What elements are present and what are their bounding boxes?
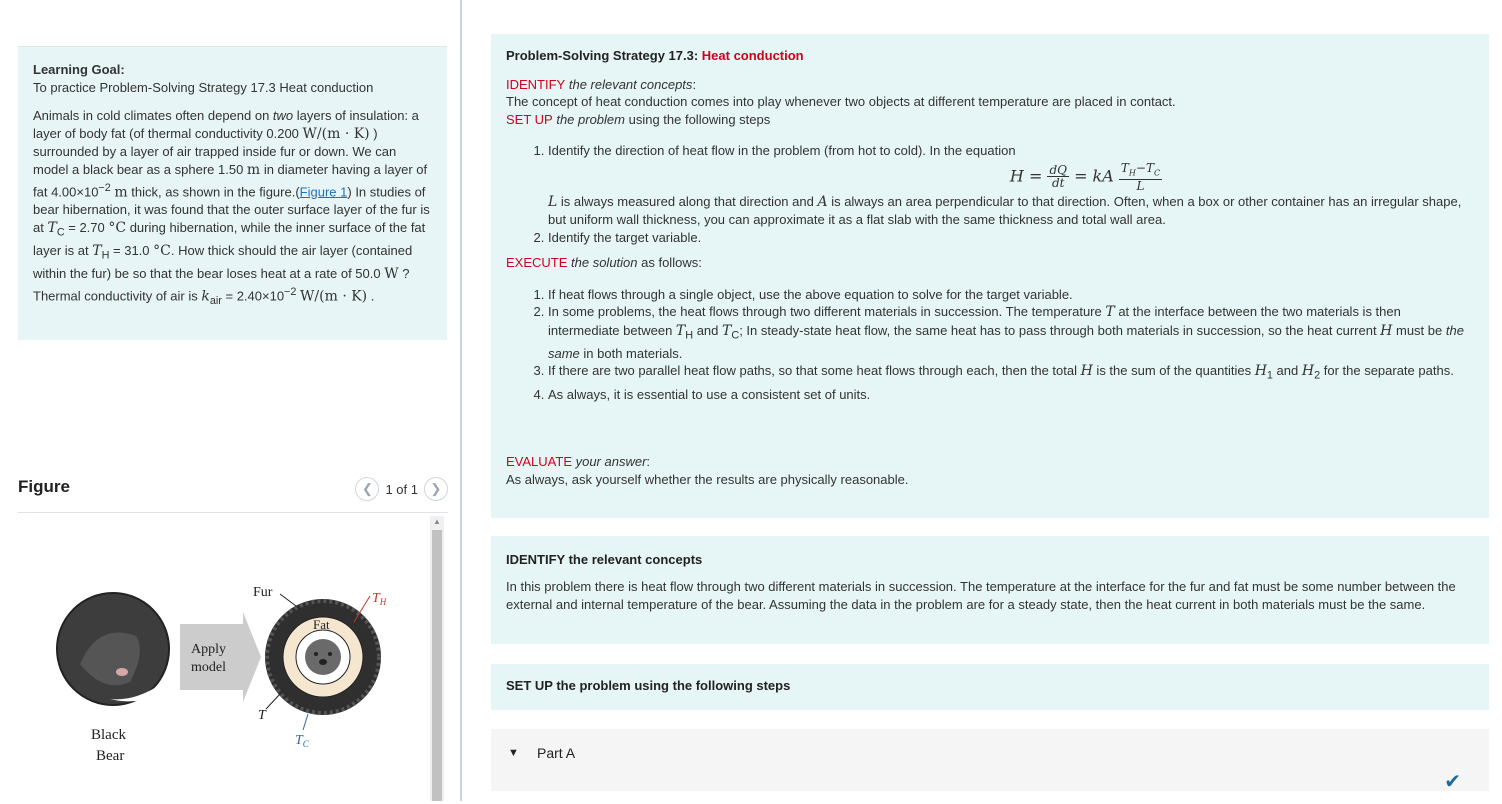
column-divider: [460, 0, 462, 801]
identify-text: The concept of heat conduction comes into play whenever two objects at different temperature are placed in contact.: [506, 94, 1176, 109]
setup-step-1: 1. Identify the direction of heat flow in the problem (from hot to cold). In the equation H = $\frac{dQ}{dt}$ = kA $\frac{T_H-T_C}{L}$ L is always measured along that direction and A is always an area perpendicular to that direction. Often, when a box or other container has an irregular shape, but uniform wall thickness, you can approximate it as a flat slab with the same thickness and total wall area.: [548, 142, 1474, 229]
black-label: Black: [91, 727, 126, 743]
part-a-label[interactable]: Part A: [537, 745, 576, 761]
identify-panel-title: IDENTIFY the relevant concepts: [506, 552, 703, 567]
evaluate-text: As always, ask yourself whether the results are physically reasonable.: [506, 471, 909, 487]
left-column: [0, 0, 460, 801]
caret-down-icon[interactable]: ▼: [508, 747, 519, 759]
execute-step-3: 3. If there are two parallel heat flow paths, so that some heat flows through each, then the total H is the sum of the quantities $H_1$ and $H_2$ for the separate paths.: [548, 362, 1474, 385]
tc-label: $T_C$: [295, 733, 309, 749]
figure-pager: [355, 477, 448, 501]
figure-scrollbar[interactable]: [430, 516, 444, 801]
figure-header: [18, 474, 448, 510]
heat-equation: H = $\frac{dQ}{dt}$ = kA $\frac{T_H-T_C}{L}$: [1009, 160, 1161, 193]
setup-heading: SET UP the problem using the following steps: [506, 111, 771, 127]
execute-step-4: 4. As always, it is essential to use a consistent set of units.: [548, 386, 1474, 404]
figure-divider: [18, 512, 448, 513]
scroll-thumb[interactable]: [432, 530, 442, 801]
right-column: [491, 0, 1489, 801]
checkmark-icon: ✔: [1444, 771, 1461, 793]
identify-heading: IDENTIFY the relevant concepts:: [506, 76, 697, 92]
evaluate-heading: EVALUATE your answer:: [506, 454, 651, 470]
bear-nose: [116, 668, 128, 676]
setup-steps: [506, 142, 1474, 246]
fat-label: Fat: [313, 617, 330, 632]
bear-label: Bear: [96, 748, 125, 764]
figure-image: [18, 514, 428, 801]
apply-label: Apply: [191, 642, 226, 657]
scroll-up-arrow-icon[interactable]: ▲: [433, 517, 441, 526]
execute-steps: [506, 286, 1474, 403]
learning-goal-box: [18, 46, 447, 340]
bear-diagram: [18, 514, 428, 801]
chevron-right-icon: ❯: [430, 481, 442, 496]
identify-panel-text: In this problem there is heat flow through two different materials in succession. The temperature at the interface for the fur and fat must be some number between the external and internal temperature of the bear. Assuming the data in the problem are for a steady state, then the heat current in both materials must be the same.: [506, 579, 1456, 612]
execute-step-2: 2. In some problems, the heat flows through two different materials in succession. The temperature T at the interface between the two materials is then intermediate between $T_H$ and $T_C$; In steady-state heat flow, the same heat has to pass through both materials in succession, so the heat current H must be the same in both materials.: [548, 303, 1474, 362]
air-conductivity-note: Thermal conductivity of air is $k_{air} = 2.40\times 10^{-2}$ W/(m · K) .: [33, 285, 375, 307]
execute-step-1: 1. If heat flows through a single object, use the above equation to solve for the target variable.: [548, 286, 1474, 304]
fur-label: Fur: [253, 585, 273, 600]
strategy-title: Problem-Solving Strategy 17.3: Heat conduction: [506, 48, 804, 63]
next-figure-button[interactable]: [424, 477, 448, 501]
execute-heading: EXECUTE the solution as follows:: [506, 255, 702, 271]
apply-model-arrow: [180, 612, 261, 702]
th-label: $T_H$: [372, 591, 387, 607]
t-label: T: [258, 708, 266, 723]
strategy-panel: [491, 34, 1489, 518]
model-label: model: [191, 660, 226, 675]
learning-goal-subtitle: To practice Problem-Solving Strategy 17.3 Heat conduction: [33, 80, 374, 95]
chevron-left-icon: ❮: [362, 481, 373, 496]
part-a-header[interactable]: [491, 729, 1489, 791]
setup-panel: [491, 664, 1489, 710]
setup-step-2: 2. Identify the target variable.: [548, 229, 1474, 247]
prev-figure-button[interactable]: [355, 477, 379, 501]
figure-title: Figure: [18, 477, 70, 496]
figure-1-link[interactable]: Figure 1: [299, 184, 348, 200]
setup-panel-title: SET UP the problem using the following steps: [506, 678, 791, 693]
figure-pager-text: 1 of 1: [385, 481, 418, 497]
problem-statement: Animals in cold climates often depend on two layers of insulation: a layer of body fat (of thermal conductivity 0.200 W/(m · K) ) surrounded by a layer of air trapped inside fur or down. We can model a black bear as a sphere 1.50 m in diameter having a layer of fat $4.00\times 10^{-2}$ m thick, as shown in the figure.(Figure 1) In studies of bear hibernation, it was found that the outer surface layer of the fur is at $T_C = 2.70$ °C during hibernation, while the inner surface of the fat layer is at $T_H = 31.0$ °C. How thick should the air layer (contained within the fur) be so that the bear loses heat at a rate of 50.0 W ?: [33, 108, 430, 282]
learning-goal-title: Learning Goal:: [33, 62, 125, 77]
identify-panel: [491, 536, 1489, 644]
bear-core-icon: [305, 639, 341, 675]
